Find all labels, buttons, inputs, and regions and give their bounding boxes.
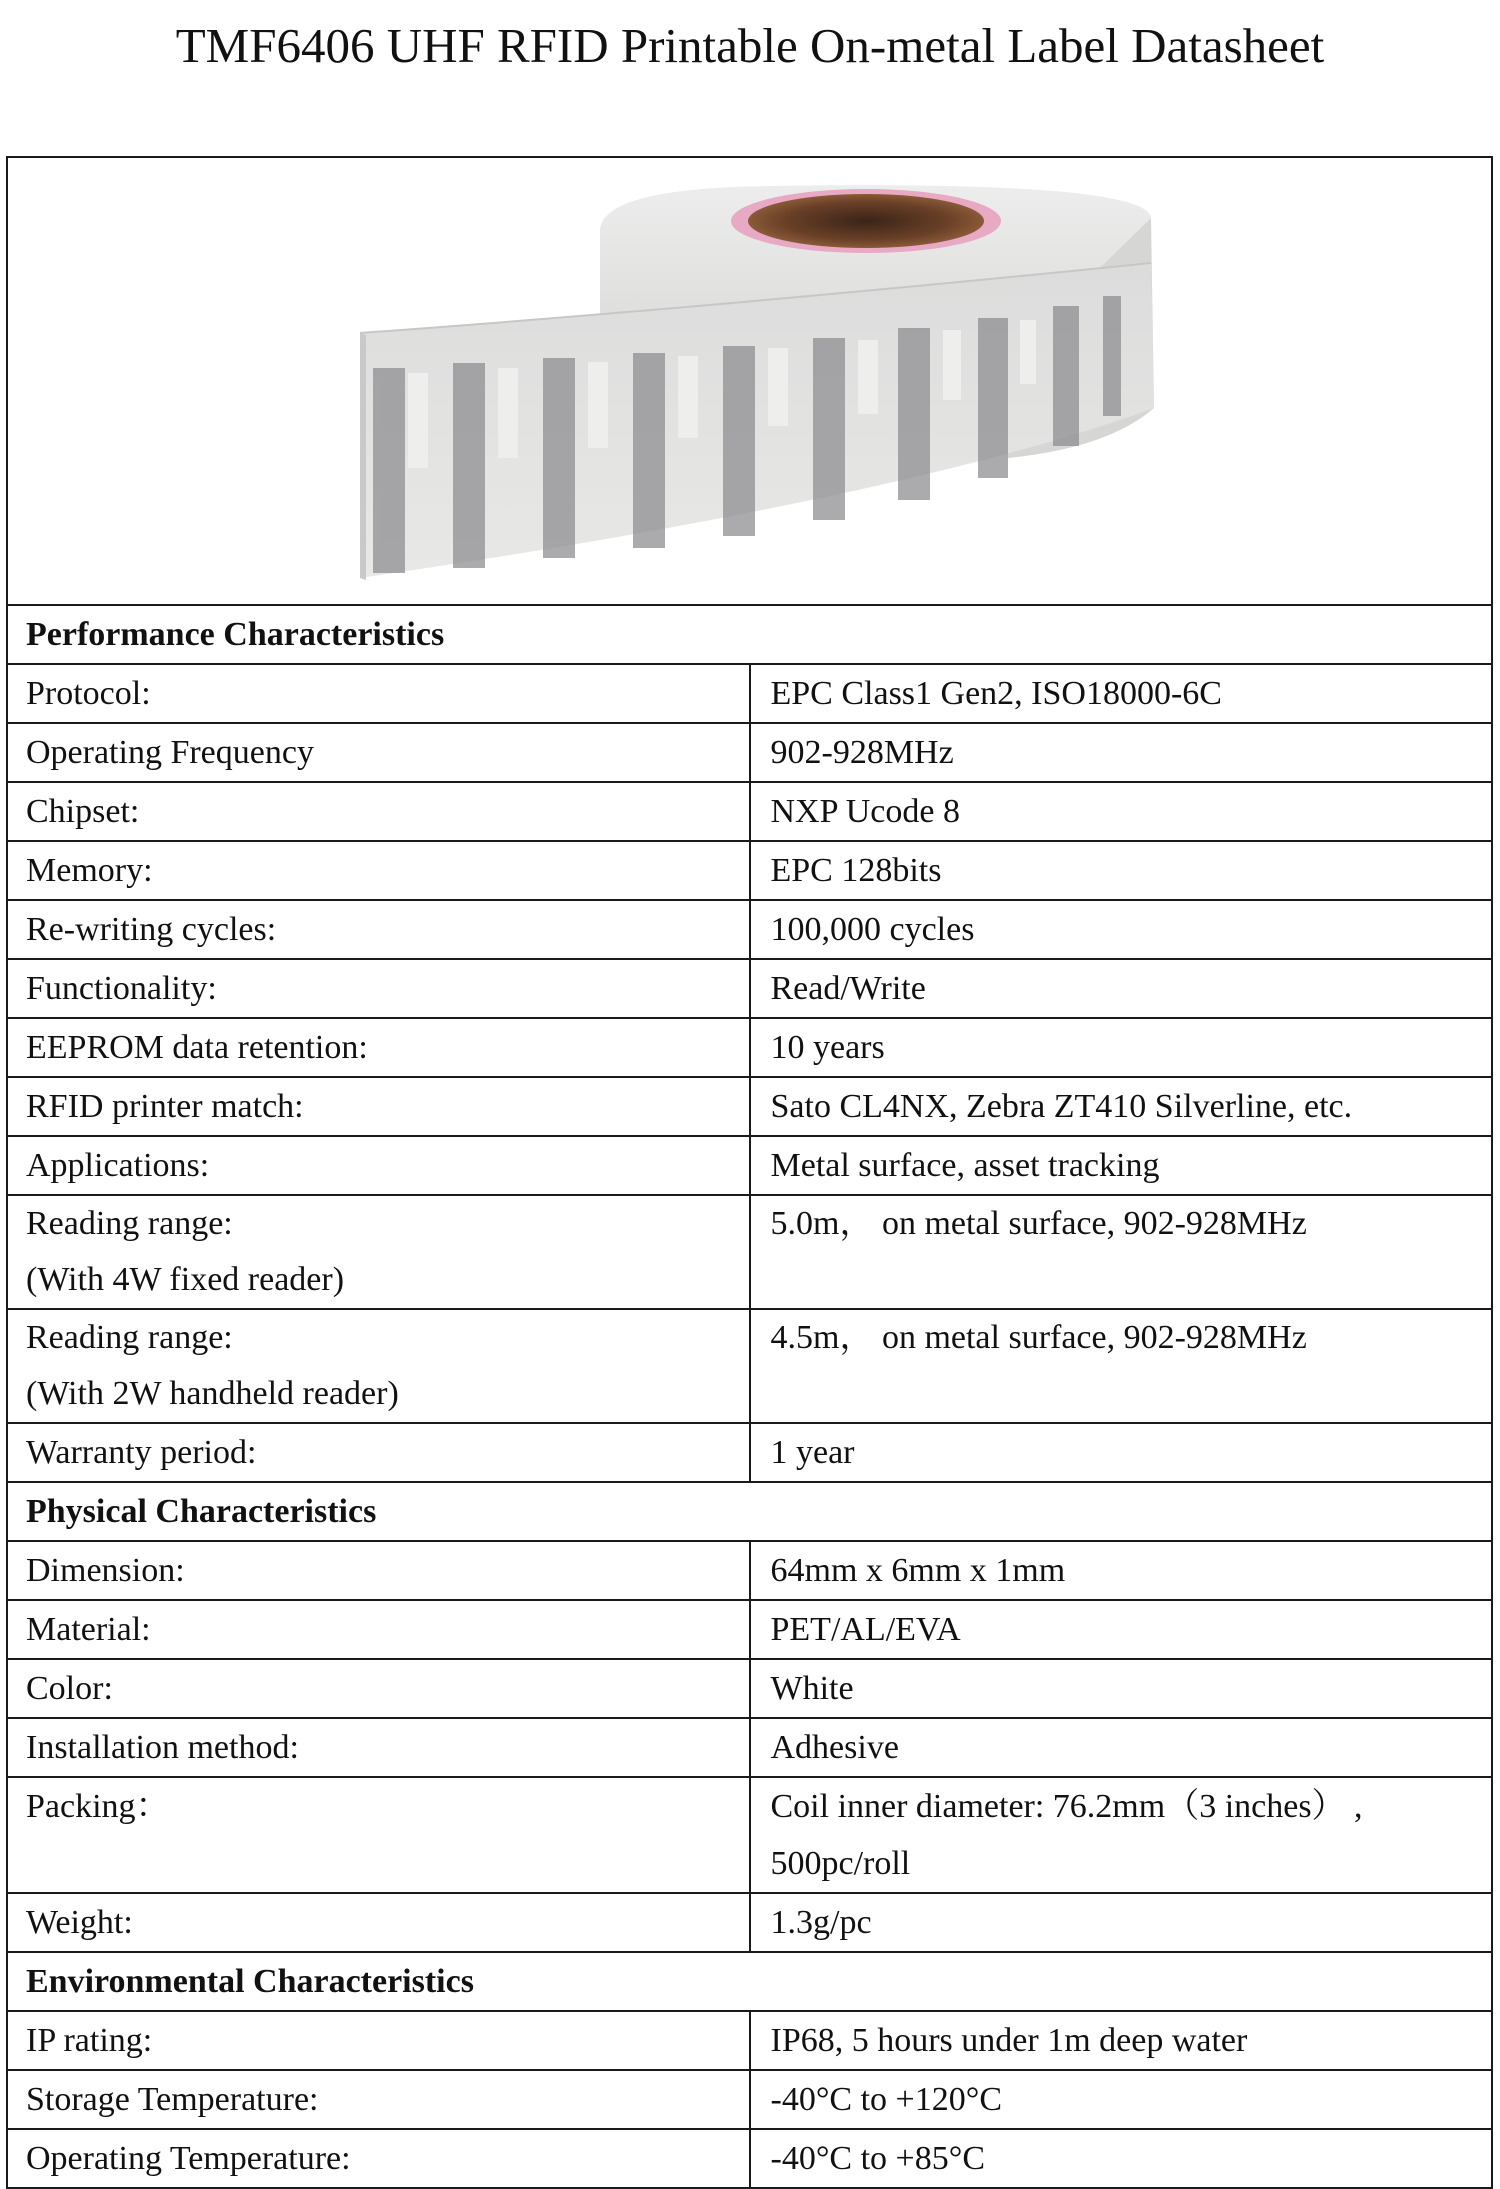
spec-row	[8, 1777, 1491, 1893]
spec-label: Re-writing cycles:	[8, 900, 750, 959]
spec-row	[8, 2129, 1491, 2187]
section-performance	[8, 606, 1491, 664]
spec-label: EEPROM data retention:	[8, 1018, 750, 1077]
spec-label: Operating Temperature:	[8, 2129, 750, 2187]
spec-table	[8, 606, 1491, 2187]
spec-label: Dimension:	[8, 1541, 750, 1600]
spec-row-reading-fixed	[8, 1195, 1491, 1309]
spec-value: 5.0m， on metal surface, 902-928MHz	[750, 1195, 1492, 1309]
spec-value: 902-928MHz	[750, 723, 1492, 782]
spec-value: EPC Class1 Gen2, ISO18000-6C	[750, 664, 1492, 723]
spec-label: Color:	[8, 1659, 750, 1718]
datasheet-table	[6, 156, 1493, 2189]
page-title: TMF6406 UHF RFID Printable On-metal Label Datasheet	[175, 18, 1325, 73]
spec-label: IP rating:	[8, 2011, 750, 2070]
spec-row	[8, 1893, 1491, 1952]
spec-label: Functionality:	[8, 959, 750, 1018]
spec-label: Memory:	[8, 841, 750, 900]
spec-value: 100,000 cycles	[750, 900, 1492, 959]
spec-label	[8, 1195, 750, 1309]
spec-value: Sato CL4NX, Zebra ZT410 Silverline, etc.	[750, 1077, 1492, 1136]
product-image-cell	[8, 158, 1491, 606]
spec-row	[8, 1077, 1491, 1136]
spec-value: 4.5m， on metal surface, 902-928MHz	[750, 1309, 1492, 1423]
spec-label: Packing：	[8, 1777, 750, 1893]
spec-row	[8, 664, 1491, 723]
spec-value: Read/Write	[750, 959, 1492, 1018]
spec-value: -40°C to +120°C	[750, 2070, 1492, 2129]
section-environmental	[8, 1952, 1491, 2011]
spec-label-line: (With 4W fixed reader)	[26, 1261, 345, 1298]
spec-value: White	[750, 1659, 1492, 1718]
spec-value: Adhesive	[750, 1718, 1492, 1777]
spec-label-line: Reading range:	[26, 1205, 233, 1242]
spec-label-line: Reading range:	[26, 1319, 233, 1356]
spec-value: -40°C to +85°C	[750, 2129, 1492, 2187]
spec-label: Warranty period:	[8, 1423, 750, 1482]
spec-label: Installation method:	[8, 1718, 750, 1777]
spec-value: EPC 128bits	[750, 841, 1492, 900]
spec-label: Protocol:	[8, 664, 750, 723]
spec-row-reading-handheld	[8, 1309, 1491, 1423]
rfid-label-roll-photo-icon	[8, 158, 1491, 606]
spec-row	[8, 2070, 1491, 2129]
spec-row	[8, 1718, 1491, 1777]
spec-row	[8, 2011, 1491, 2070]
spec-row	[8, 1600, 1491, 1659]
spec-value: 64mm x 6mm x 1mm	[750, 1541, 1492, 1600]
spec-row	[8, 900, 1491, 959]
spec-value: 1.3g/pc	[750, 1893, 1492, 1952]
spec-row	[8, 1018, 1491, 1077]
spec-row	[8, 959, 1491, 1018]
spec-row	[8, 1541, 1491, 1600]
spec-label: Chipset:	[8, 782, 750, 841]
spec-label: Applications:	[8, 1136, 750, 1195]
section-physical	[8, 1482, 1491, 1541]
spec-value: Coil inner diameter: 76.2mm（3 inches） , 500pc/roll	[750, 1777, 1492, 1893]
spec-value: IP68, 5 hours under 1m deep water	[750, 2011, 1492, 2070]
section-heading: Environmental Characteristics	[8, 1952, 1491, 2011]
spec-row	[8, 1136, 1491, 1195]
spec-label: Material:	[8, 1600, 750, 1659]
spec-row	[8, 1423, 1491, 1482]
spec-label: Weight:	[8, 1893, 750, 1952]
spec-row	[8, 1659, 1491, 1718]
spec-value: 1 year	[750, 1423, 1492, 1482]
spec-row	[8, 841, 1491, 900]
spec-label: Storage Temperature:	[8, 2070, 750, 2129]
spec-value: 10 years	[750, 1018, 1492, 1077]
spec-row	[8, 723, 1491, 782]
spec-label	[8, 1309, 750, 1423]
spec-value: Metal surface, asset tracking	[750, 1136, 1492, 1195]
spec-value: PET/AL/EVA	[750, 1600, 1492, 1659]
spec-row	[8, 782, 1491, 841]
section-heading: Physical Characteristics	[8, 1482, 1491, 1541]
spec-value: NXP Ucode 8	[750, 782, 1492, 841]
spec-label-line: (With 2W handheld reader)	[26, 1375, 399, 1412]
spec-label: RFID printer match:	[8, 1077, 750, 1136]
section-heading: Performance Characteristics	[26, 616, 445, 653]
spec-label: Operating Frequency	[8, 723, 750, 782]
